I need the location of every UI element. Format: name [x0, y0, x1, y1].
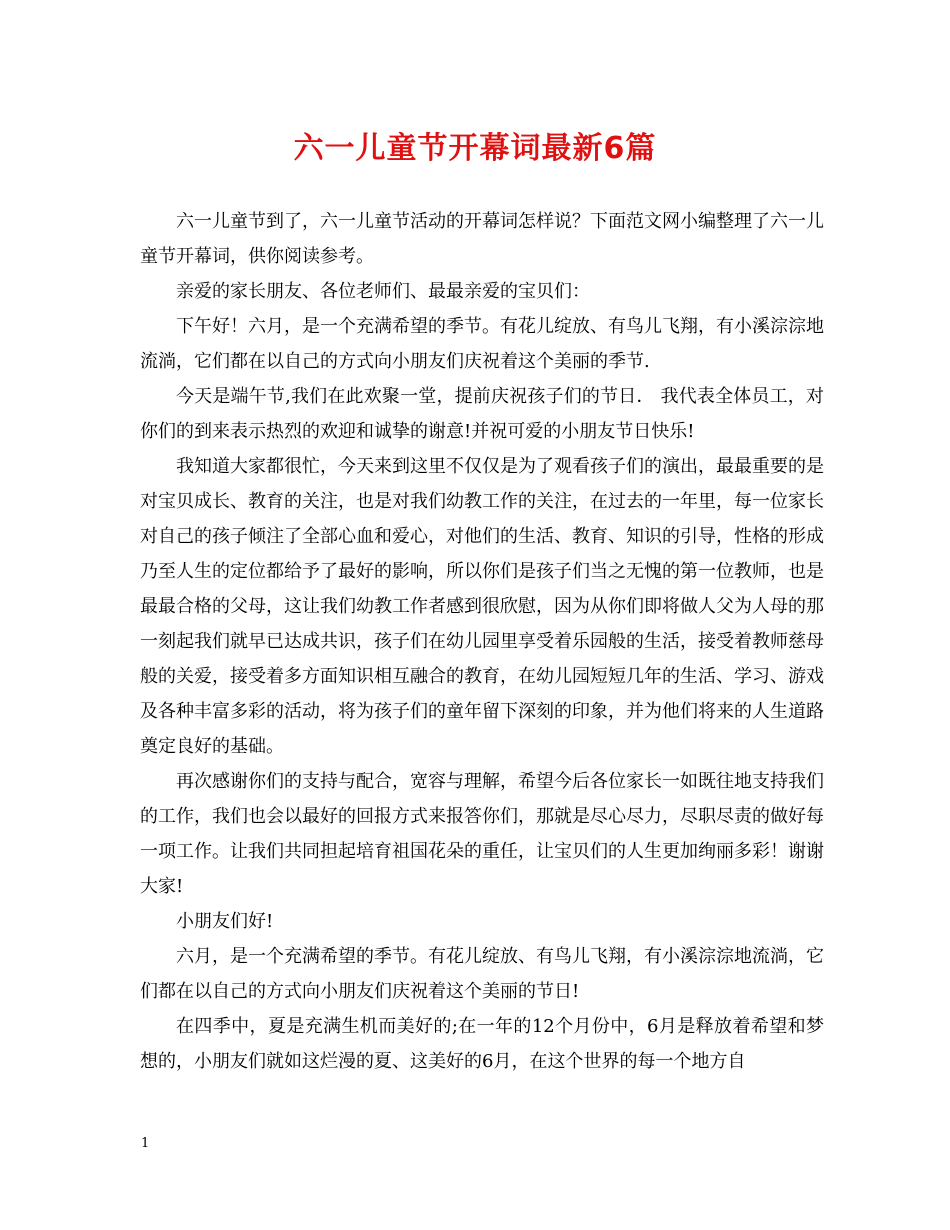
paragraph-june-festival: 六月，是一个充满希望的季节。有花儿绽放、有鸟儿飞翔，有小溪淙淙地流淌，它们都在以自己的方式向小朋友们庆祝着这个美丽的节日!: [140, 946, 824, 1002]
paragraph-thanks: 再次感谢你们的支持与配合，宽容与理解，希望今后各位家长一如既往地支持我们的工作，我们也会以最好的回报方式来报答你们，那就是尽心尽力，尽职尽责的做好每一项工作。让我们共同担起培育祖国花朵的重任，让宝贝们的人生更加绚丽多彩！谢谢大家!: [140, 771, 824, 897]
paragraph-children-greeting: 小朋友们好!: [176, 911, 274, 932]
page-number: 1: [141, 1136, 150, 1151]
paragraph-greeting: 亲爱的家长朋友、各位老师们、最最亲爱的宝贝们：: [176, 281, 590, 302]
document-body: [140, 204, 824, 1079]
paragraph-june: 下午好！六月，是一个充满希望的季节。有花儿绽放、有鸟儿飞翔，有小溪淙淙地流淌，它们都在以自己的方式向小朋友们庆祝着这个美丽的季节.: [140, 316, 824, 372]
paragraph-parents: 我知道大家都很忙，今天来到这里不仅仅是为了观看孩子们的演出，最最重要的是对宝贝成长、教育的关注，也是对我们幼教工作的关注，在过去的一年里，每一位家长对自己的孩子倾注了全部心血和爱心，对他们的生活、教育、知识的引导，性格的形成乃至人生的定位都给予了最好的影响，所以你们是孩子们当之无愧的第一位教师，也是最最合格的父母，这让我们幼教工作者感到很欣慰，因为从你们即将做人父为人母的那一刻起我们就早已达成共识，孩子们在幼儿园里享受着乐园般的生活，接受着教师慈母般的关爱，接受着多方面知识相互融合的教育，在幼儿园短短几年的生活、学习、游戏及各种丰富多彩的活动，将为孩子们的童年留下深刻的印象，并为他们将来的人生道路奠定良好的基础。: [140, 456, 824, 757]
page-title: 六一儿童节开幕词最新6篇: [293, 131, 657, 166]
paragraph-intro: 六一儿童节到了，六一儿童节活动的开幕词怎样说？下面范文网小编整理了六一儿童节开幕词，供你阅读参考。: [140, 211, 824, 267]
paragraph-seasons: 在四季中，夏是充满生机而美好的;在一年的12个月份中，6月是释放着希望和梦想的，小朋友们就如这烂漫的夏、这美好的6月，在这个世界的每一个地方自: [140, 1016, 824, 1072]
paragraph-welcome: 今天是端午节,我们在此欢聚一堂，提前庆祝孩子们的节日． 我代表全体员工，对你们的到来表示热烈的欢迎和诚挚的谢意!并祝可爱的小朋友节日快乐!: [140, 386, 824, 442]
